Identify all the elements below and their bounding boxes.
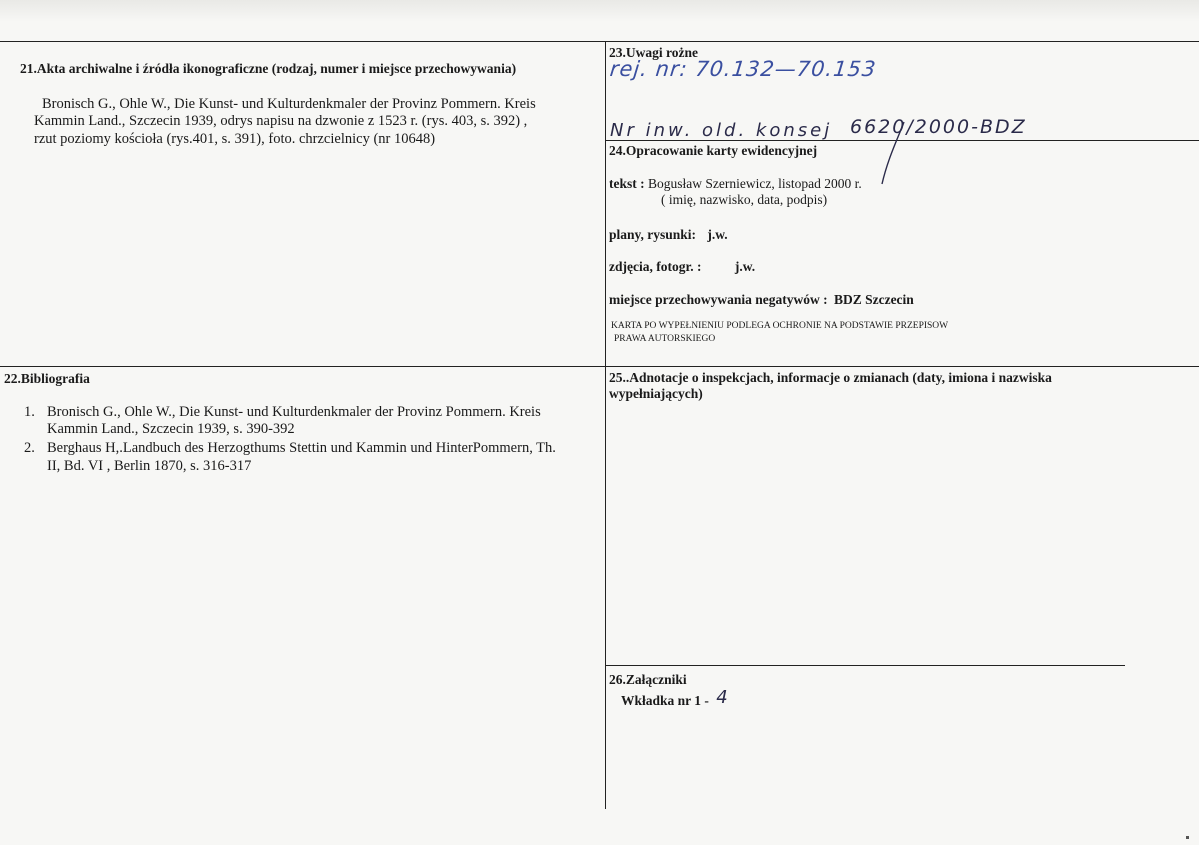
copyright-notice-line-1: KARTA PO WYPEŁNIENIU PODLEGA OCHRONIE NA PODSTAWIE PRZEPISOW: [611, 321, 949, 331]
plany-label: plany, rysunki:: [609, 227, 697, 242]
copyright-notice-line-2: PRAWA AUTORSKIEGO: [614, 334, 716, 344]
section-22-heading: 22.Bibliografia: [4, 371, 90, 386]
tekst-hint: ( imię, nazwisko, data, podpis): [661, 192, 828, 207]
handwritten-slash-mark: [878, 118, 908, 188]
top-rule: [0, 41, 1199, 42]
wkladka-label: Wkładka nr 1 -: [621, 693, 709, 708]
bibliography-item-1-line-2: Kammin Land., Szczecin 1939, s. 390-392: [47, 421, 295, 437]
wkladka-row: [621, 689, 729, 710]
scan-top-edge: [0, 0, 1199, 22]
zdjecia-label: zdjęcia, fotogr. :: [609, 259, 702, 274]
bibliography-item-2-line-1: Berghaus H,.Landbuch des Herzogthums Stettin und Kammin und HinterPommern, Th.: [47, 440, 556, 456]
wkladka-handwritten-number: 4: [716, 687, 729, 708]
handwritten-inventory-number: 6620/2000-BDZ: [850, 116, 1027, 138]
zdjecia-value: j.w.: [734, 259, 756, 274]
section-26-heading: 26.Załączniki: [609, 672, 687, 687]
section-25-heading-line-1: 25..Adnotacje o inspekcjach, informacje o zmianach (daty, imiona i nazwiska: [609, 370, 1052, 385]
tekst-label: tekst :: [609, 176, 645, 191]
bibliography-item-1-number: 1.: [24, 404, 35, 420]
plany-row: [609, 227, 728, 243]
miejsce-value: BDZ Szczecin: [833, 292, 914, 307]
miejsce-row: [609, 292, 914, 308]
miejsce-label: miejsce przechowywania negatywów :: [609, 292, 828, 307]
section-23-heading: 23.Uwagi rożne: [609, 45, 698, 60]
middle-rule: [0, 366, 1199, 367]
section-21-line-2: Kammin Land., Szczecin 1939, odrys napisu na dzwonie z 1523 r. (rys. 403, s. 392) ,: [34, 113, 528, 129]
scan-speck: [1186, 836, 1189, 839]
bibliography-item-2-line-2: II, Bd. VI , Berlin 1870, s. 316-317: [47, 458, 252, 474]
section-24-heading: 24.Opracowanie karty ewidencyjnej: [609, 143, 818, 158]
section-21-line-3: rzut poziomy kościoła (rys.401, s. 391), foto. chrzcielnicy (nr 10648): [34, 131, 436, 147]
tekst-row: [609, 176, 862, 192]
handwritten-registry-number: rej. nr: 70.132—70.153: [608, 57, 878, 81]
plany-value: j.w.: [707, 227, 728, 242]
handwritten-inventory-label: Nr inw. old. konsej: [610, 120, 833, 141]
tekst-value: Bogusław Szerniewicz, listopad 2000 r.: [648, 176, 862, 191]
bibliography-item-1-line-1: Bronisch G., Ohle W., Die Kunst- und Kulturdenkmaler der Provinz Pommern. Kreis: [47, 404, 541, 420]
section-21-line-1: Bronisch G., Ohle W., Die Kunst- und Kulturdenkmaler der Provinz Pommern. Kreis: [42, 96, 536, 112]
zdjecia-row: [609, 259, 755, 275]
right-rule-26: [605, 665, 1125, 666]
center-divider: [605, 41, 606, 809]
section-25-heading-line-2: wypełniających): [609, 386, 703, 401]
section-21-heading: 21.Akta archiwalne i źródła ikonograficzne (rodzaj, numer i miejsce przechowywania): [20, 61, 517, 76]
bibliography-item-2-number: 2.: [24, 440, 35, 456]
